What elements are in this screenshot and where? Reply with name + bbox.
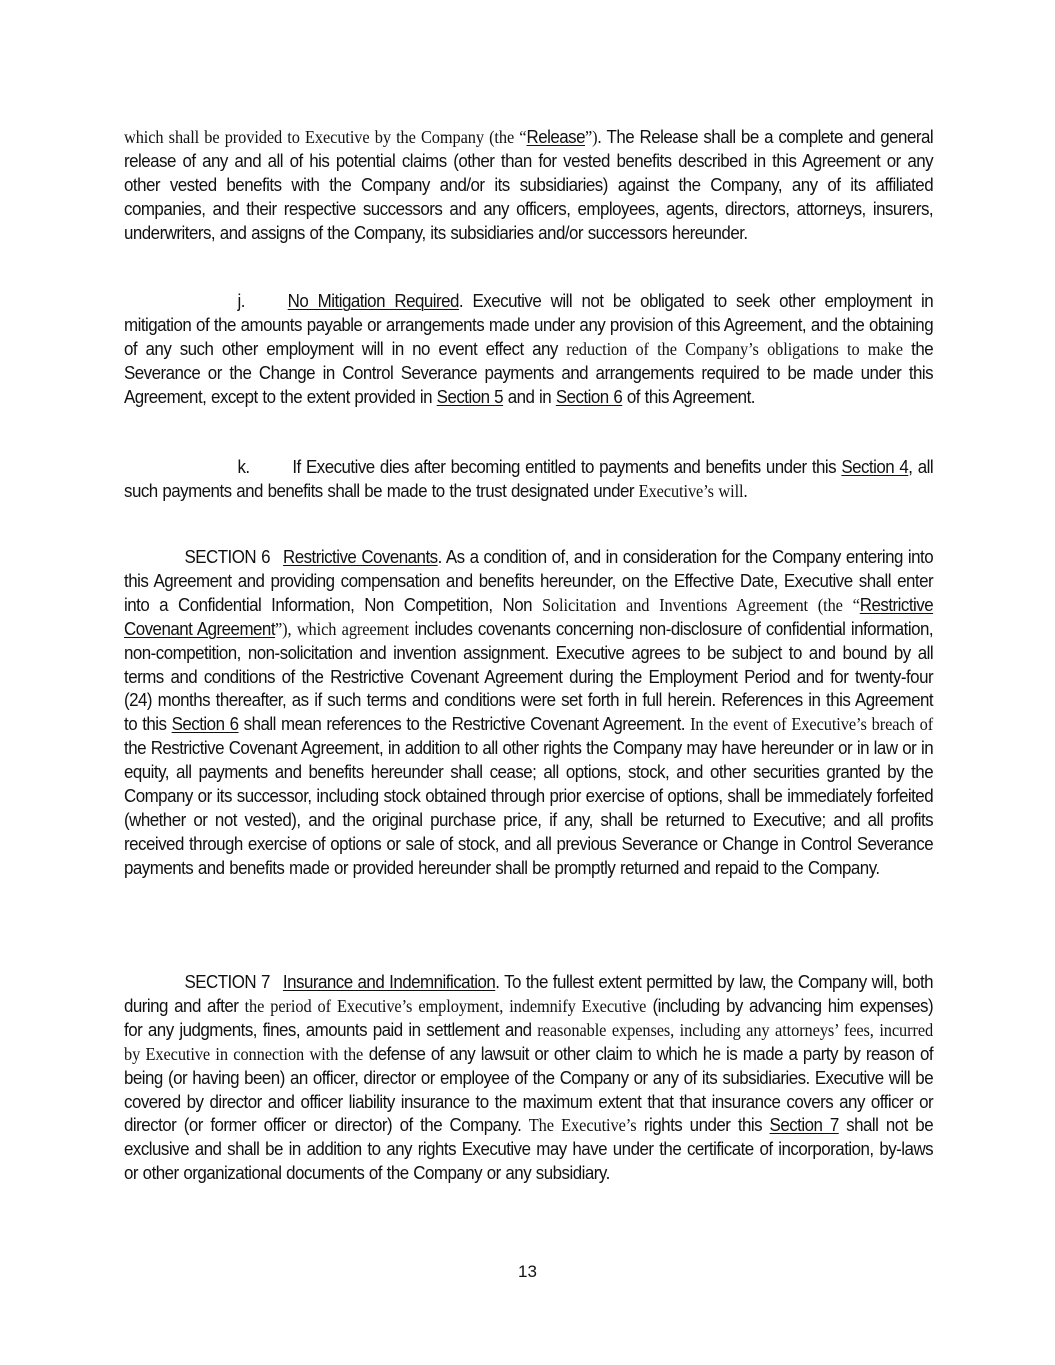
item-k-text-1: If Executive dies after becoming entitled to payments and benefits under this <box>292 457 842 477</box>
defined-term-restrictive-covenant-agreement: Restrictive Covenant Agreement <box>124 594 934 639</box>
release-paragraph <box>124 126 933 246</box>
item-j-text-4: of this Agreement. <box>622 386 755 407</box>
defined-term-release: Release <box>526 127 585 147</box>
release-body-text: The Release shall be a complete and general release of any and all of his potential claims (other than for vested benefits described in this Agreement or any other vested benefits with the Company and/or its subsidiaries) against the Company, any of its affiliated companies, and their respective successors and any officers, employees, agents, directors, attorneys, insurers, underwriters, and assigns of the Company, its subsidiaries and/or successors hereunder. <box>124 127 934 243</box>
section-7-self-reference: Section 7 <box>769 1115 839 1136</box>
item-j-text-1: . Executive will not be obligated to seek other employment in mitigation of the amounts payable or arrangements made under any provision of this Agreement, and the obtaining of any such other employment will in no event effect any <box>124 291 934 359</box>
release-serif-close: ”). <box>584 127 602 147</box>
item-j-paragraph <box>124 290 933 410</box>
item-j-serif-text: reduction of the Company’s obligations to make <box>566 338 912 359</box>
item-j-text-3: and in <box>503 386 556 407</box>
section-7-text-3: defense of any lawsuit or other claim to which he is made a party by reason of being (or having been) an officer, director or employee of the Company or any of its subsidiaries. Executive will be covered by director and officer liability insurance to the maximum extent that that insurance covers any officer or director (or former officer or director) of the Company. <box>124 1043 934 1136</box>
section-7-serif-2: reasonable expenses, including any attorneys’ fees, incurred by Executive in connection with the <box>124 1019 934 1064</box>
section-7-text-2: (including by advancing him expenses) for any judgments, fines, amounts paid in settlement and <box>124 995 934 1040</box>
section-7-heading: Insurance and Indemnification <box>282 972 496 992</box>
item-k-text-2: , all such payments and benefits shall be made to the trust designated under <box>124 457 934 501</box>
section-5-reference: Section 5 <box>436 386 504 407</box>
page-number: 13 <box>518 1262 537 1281</box>
section-6-reference: Section 6 <box>555 386 623 407</box>
section-6-serif-2: ”), which agreement <box>275 618 409 639</box>
section-6-serif-3: In the event of Executive’s breach of <box>690 714 934 735</box>
section-6-serif-1: Solicitation and Inventions Agreement (the “ <box>541 594 860 615</box>
section-6-text-4: the Restrictive Covenant Agreement, in addition to all other rights the Company may have hereunder or in law or in equity, all payments and benefits hereunder shall cease; all options, stock, and other securities granted by the Company or its successor, including stock obtained through prior exercise of options, shall be immediately forfeited (whether or not vested), and the original purchase price, if any, shall be returned to Executive; and all profits received through exercise of options or sale of stock, and all previous Severance or Change in Control Severance payments and benefits made or provided hereunder shall be promptly returned and repaid to the Company. <box>124 738 934 878</box>
item-j-label: j. <box>237 291 245 311</box>
section-7-paragraph <box>124 971 933 1186</box>
section-6-paragraph <box>124 546 933 881</box>
item-j-heading: No Mitigation Required <box>287 291 459 311</box>
item-k-serif-text: Executive’s will. <box>638 480 748 501</box>
section-6-heading: Restrictive Covenants <box>282 547 438 567</box>
item-k-label: k. <box>237 457 250 477</box>
section-4-reference: Section 4 <box>841 457 909 477</box>
section-7-serif-3: The Executive’s <box>528 1115 637 1136</box>
section-7-label: SECTION 7 <box>184 972 270 992</box>
section-7-text-5: shall not be exclusive and shall be in addition to any rights Executive may have under the certificate of incorporation, by-laws or other organizational documents of the Company or any subsidiary. <box>124 1115 934 1184</box>
section-7-serif-1: the period of Executive’s employment, indemnify Executive <box>244 995 647 1016</box>
item-j-text-2: the Severance or the Change in Control Severance payments and arrangements required to be made under this Agreement, except to the extent provided in <box>124 338 934 407</box>
section-6-text-1: . As a condition of, and in consideration for the Company entering into this Agreement and providing compensation and benefits hereunder, on the Effective Date, Executive shall enter into a Confidential Information, Non Competition, Non <box>124 547 934 615</box>
section-6-text-3: shall mean references to the Restrictive Covenant Agreement. <box>238 714 691 735</box>
section-6-text-2: includes covenants concerning non-disclosure of confidential information, non-competition, non-solicitation and invention assignment. Executive agrees to be subject to and bound by all terms and conditions of the Restrictive Covenant Agreement during the Employment Period and for twenty-four (24) months thereafter, as if such terms and conditions were set forth in full herein. References in this Agreement to this <box>124 618 934 735</box>
section-6-self-reference: Section 6 <box>171 714 239 735</box>
section-7-text-1: . To the fullest extent permitted by law, the Company will, both during and after <box>124 972 934 1016</box>
section-7-text-4: rights under this <box>636 1115 770 1136</box>
release-serif-lead: which shall be provided to Executive by the Company (the “ <box>124 127 527 147</box>
item-k-paragraph <box>124 456 933 504</box>
section-6-label: SECTION 6 <box>184 547 270 567</box>
